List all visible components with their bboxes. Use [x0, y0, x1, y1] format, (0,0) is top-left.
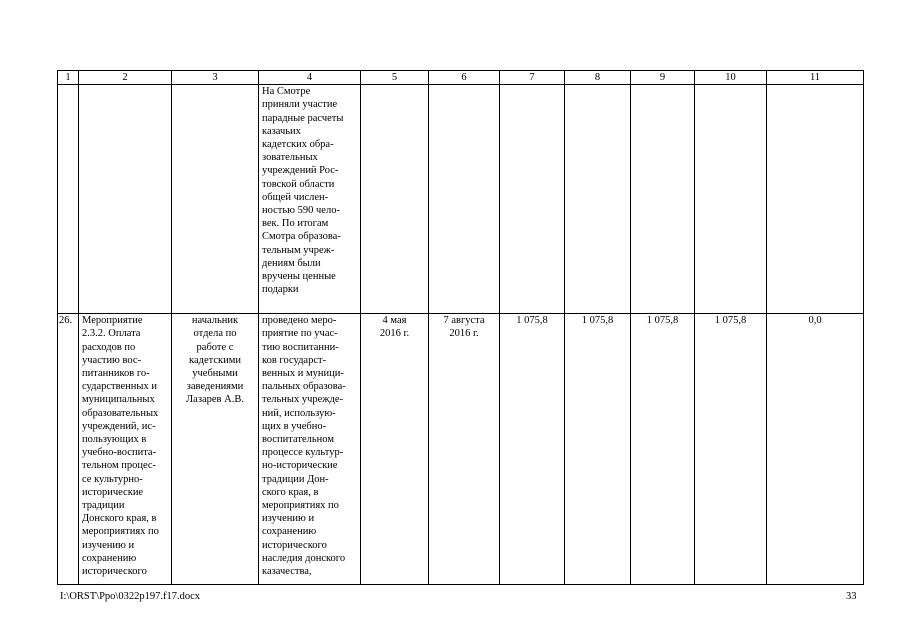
column-number: 8 [565, 71, 631, 85]
page-number: 33 [846, 591, 857, 602]
table-cell [500, 85, 565, 314]
column-number: 10 [695, 71, 767, 85]
column-number: 6 [429, 71, 500, 85]
result-text-cell: проведено меро- приятие по учас- тию воспитанни- ков государст- венных и муници- пальных образова- тельных учрежде- ний, использую- щих в учебно- воспитательном процессе культур- но-исторические традиции Дон- ского края, в мероприятиях по изучению и сохранению исторического наследия донского казачества, [259, 314, 361, 585]
table-cell [172, 85, 259, 314]
table-cell [361, 85, 429, 314]
table-cell [58, 85, 79, 314]
end-date-cell: 7 августа 2016 г. [429, 314, 500, 585]
start-date-cell: 4 мая 2016 г. [361, 314, 429, 585]
amount-cell: 1 075,8 [500, 314, 565, 585]
continuation-row [58, 85, 864, 314]
amount-cell: 0,0 [767, 314, 864, 585]
responsible-person-cell: начальник отдела по работе с кадетскими учебными заведениями Лазарев А.В. [172, 314, 259, 585]
amount-cell: 1 075,8 [565, 314, 631, 585]
table-cell [695, 85, 767, 314]
table-cell [631, 85, 695, 314]
amount-cell: 1 075,8 [695, 314, 767, 585]
result-text-cell: На Смотре приняли участие парадные расчеты казачьих кадетских обра- зовательных учреждений Рос- товской области общей числен- ностью 590 чело- век. По итогам Смотра образова- тельным учреж- дениям были вручены ценные подарки [259, 85, 361, 314]
table-row [58, 314, 864, 585]
column-number: 2 [79, 71, 172, 85]
table-cell [565, 85, 631, 314]
file-path-footer: I:\ORST\Ppo\0322p197.f17.docx [60, 591, 201, 602]
column-number: 3 [172, 71, 259, 85]
row-number-cell: 26. [58, 314, 79, 585]
column-number: 11 [767, 71, 864, 85]
column-number: 7 [500, 71, 565, 85]
table-cell [767, 85, 864, 314]
table-cell [429, 85, 500, 314]
table-cell [79, 85, 172, 314]
column-number-row [58, 71, 864, 85]
column-number: 1 [58, 71, 79, 85]
column-number: 9 [631, 71, 695, 85]
amount-cell: 1 075,8 [631, 314, 695, 585]
activity-name-cell: Мероприятие 2.3.2. Оплата расходов по участию вос- питанников го- сударственных и муниципальных образовательных учреждений, ис- пользующих в учебно-воспита- тельном процес- се культурно- исторические традиции Донского края, в мероприятиях по изучению и сохранению исторического [79, 314, 172, 585]
report-table [57, 70, 864, 585]
column-number: 5 [361, 71, 429, 85]
column-number: 4 [259, 71, 361, 85]
